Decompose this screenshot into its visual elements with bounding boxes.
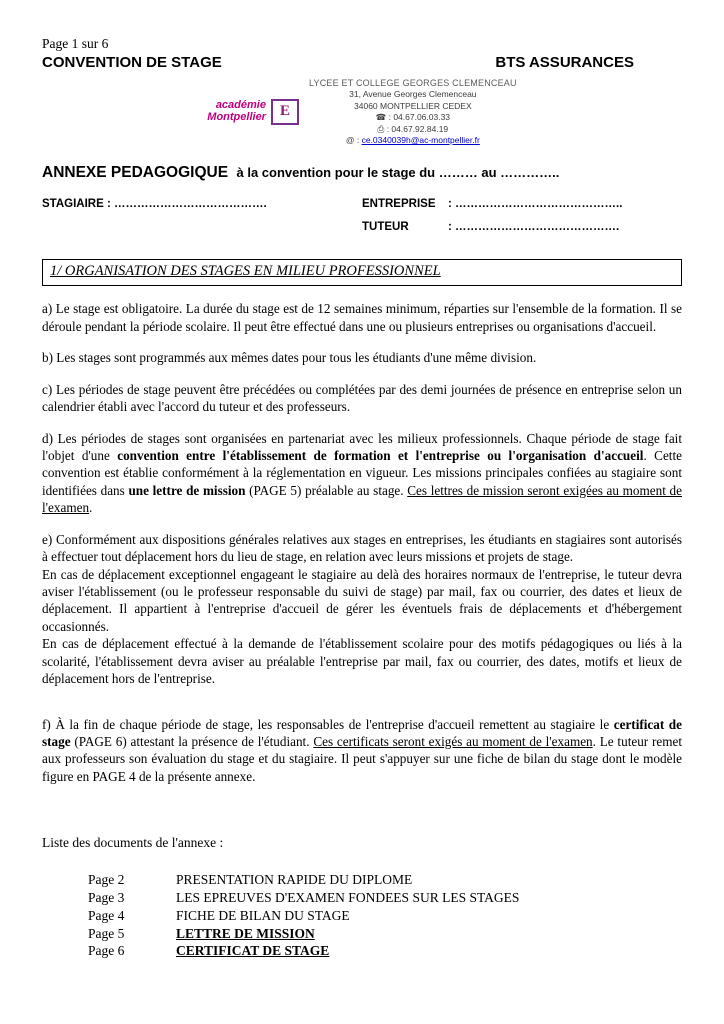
logo-word-montpellier: Montpellier: [207, 110, 266, 123]
school-city: 34060 MONTPELLIER CEDEX: [354, 100, 472, 111]
tuteur-field: [362, 221, 682, 233]
academie-logo-icon: E: [271, 99, 299, 125]
fax-icon: ⎙: [377, 123, 385, 134]
logo-wordmark: [207, 100, 266, 123]
section-1-heading: 1/ ORGANISATION DES STAGES EN MILIEU PROFESSIONNEL: [50, 263, 441, 280]
doc-page-number: Page 5: [88, 925, 125, 941]
list-item: [42, 907, 682, 925]
paragraph-a: a) Le stage est obligatoire. La durée du stage est de 12 semaines minimum, réparties sur l'ensemble de la formation. Il se déroule pendant la période scolaire. Il peut être effectué dans une ou plusieurs entreprises ou organisations d'accueil.: [42, 301, 682, 334]
docs-list: [42, 871, 682, 960]
page-indicator: Page 1 sur 6: [42, 36, 109, 51]
annexe-subtitle: à la convention pour le stage du ……… au …………..: [236, 165, 560, 181]
paragraph-b: b) Les stages sont programmés aux mêmes dates pour tous les étudiants d'une même division.: [42, 350, 537, 366]
school-fax-line: [309, 124, 517, 135]
doc-title: LES EPREUVES D'EXAMEN FONDEES SUR LES STAGES: [176, 890, 520, 905]
school-phone-line: [309, 112, 517, 123]
school-email-link[interactable]: ce.0340039h@ac-montpellier.fr: [361, 135, 480, 146]
title-row: [42, 54, 682, 71]
tuteur-fill-line: : …………………………………….: [448, 221, 620, 234]
doc-title: PRESENTATION RAPIDE DU DIPLOME: [176, 872, 413, 888]
entreprise-label: ENTREPRISE: [362, 198, 436, 211]
academie-montpellier-logo: [207, 99, 299, 125]
phone-icon: ☎: [375, 112, 387, 123]
doc-page-number: Page 6: [88, 943, 125, 959]
parties-block: [42, 198, 682, 233]
school-name: LYCEE ET COLLEGE GEORGES CLEMENCEAU: [308, 78, 517, 88]
program-title: BTS ASSURANCES: [495, 54, 634, 71]
parties-spacer: [42, 221, 362, 233]
paragraph-f: f) À la fin de chaque période de stage, les responsables de l'entreprise d'accueil remettent au stagiaire le certificat de stage (PAGE 6) attestant la présence de l'étudiant. Ces certificats seront exigés au moment de l'examen. Le tuteur remet aux professeurs son évaluation du stage et du stagiaire. Il peut s'appuyer sur une fiche de bilan du stage dont le modèle figure en PAGE 4 de la présente annexe.: [42, 716, 682, 784]
school-street: 31, Avenue Georges Clemenceau: [349, 89, 477, 100]
stagiaire-field: [42, 198, 362, 210]
doc-title: CERTIFICAT DE STAGE: [176, 943, 330, 959]
school-email-line: [309, 135, 517, 146]
doc-title: LETTRE DE MISSION: [176, 925, 315, 941]
email-prefix: @ :: [345, 135, 360, 146]
tuteur-label: TUTEUR: [362, 221, 409, 234]
paragraph-d: d) Les périodes de stages sont organisées en partenariat avec les milieux professionnels. Chaque période de stage fait l'objet d'une convention entre l'établissement de formation et l'entreprise ou l'organisation d'accueil. Cette convention est établie conformément à la réglementation en vigueur. Les missions principales confiées au stagiaire sont identifiées dans une lettre de mission (PAGE 5) préalable au stage. Ces lettres de mission seront exigées au moment de l'examen.: [42, 430, 682, 516]
annexe-title: ANNEXE PEDAGOGIQUE: [42, 164, 229, 182]
entreprise-field: [362, 198, 682, 210]
section-1-heading-box: [42, 259, 682, 286]
doc-page-number: Page 3: [88, 890, 125, 905]
list-item: [42, 889, 682, 907]
school-phone-number: : 04.67.06.03.33: [388, 112, 451, 123]
list-item: [42, 942, 682, 960]
document-title: CONVENTION DE STAGE: [42, 54, 222, 71]
school-address-block: [309, 77, 517, 146]
entreprise-fill-line: : ……………………………………..: [448, 198, 623, 211]
annexe-heading: [42, 164, 682, 182]
docs-list-heading: Liste des documents de l'annexe :: [42, 835, 224, 851]
list-item: [42, 925, 682, 943]
logo-word-academie: académie: [215, 99, 266, 112]
paragraph-e: e) Conformément aux dispositions générales relatives aux stages en entreprises, les étudiants en stagiaires sont autorisés à effectuer tout déplacement hors du lieu de stage, en relation avec leurs missions et projets de stage. En cas de déplacement exceptionnel engageant le stagiaire au delà des horaires normaux de l'entreprise, le tuteur devra aviser l'établissement (ou le professeur responsable du suivi de stage) par mail, fax ou courrier, des dates et lieux de déplacement. Il appartient à l'entreprise d'accueil de gérer les éventuels frais de déplacements et d'hébergement occasionnés. En cas de déplacement effectué à la demande de l'établissement scolaire pour des motifs pédagogiques ou liés à la scolarité, l'établissement devra aviser au préalable l'entreprise par mail, fax ou courrier, des dates, motifs et lieux de déplacement hors de l'entreprise.: [42, 531, 682, 687]
doc-title: FICHE DE BILAN DU STAGE: [176, 907, 350, 923]
doc-page-number: Page 2: [88, 872, 125, 888]
list-item: [42, 871, 682, 889]
stagiaire-label: STAGIAIRE: [42, 198, 104, 211]
stagiaire-fill-line: : ………………………………….: [103, 198, 267, 211]
doc-page-number: Page 4: [88, 907, 125, 923]
school-letterhead: [42, 77, 682, 146]
school-fax-number: : 04.67.92.84.19: [386, 123, 449, 134]
paragraph-c: c) Les périodes de stage peuvent être précédées ou complétées par des demi journées de présence en entreprise selon un calendrier établi avec l'accord du tuteur et des professeurs.: [42, 381, 682, 415]
